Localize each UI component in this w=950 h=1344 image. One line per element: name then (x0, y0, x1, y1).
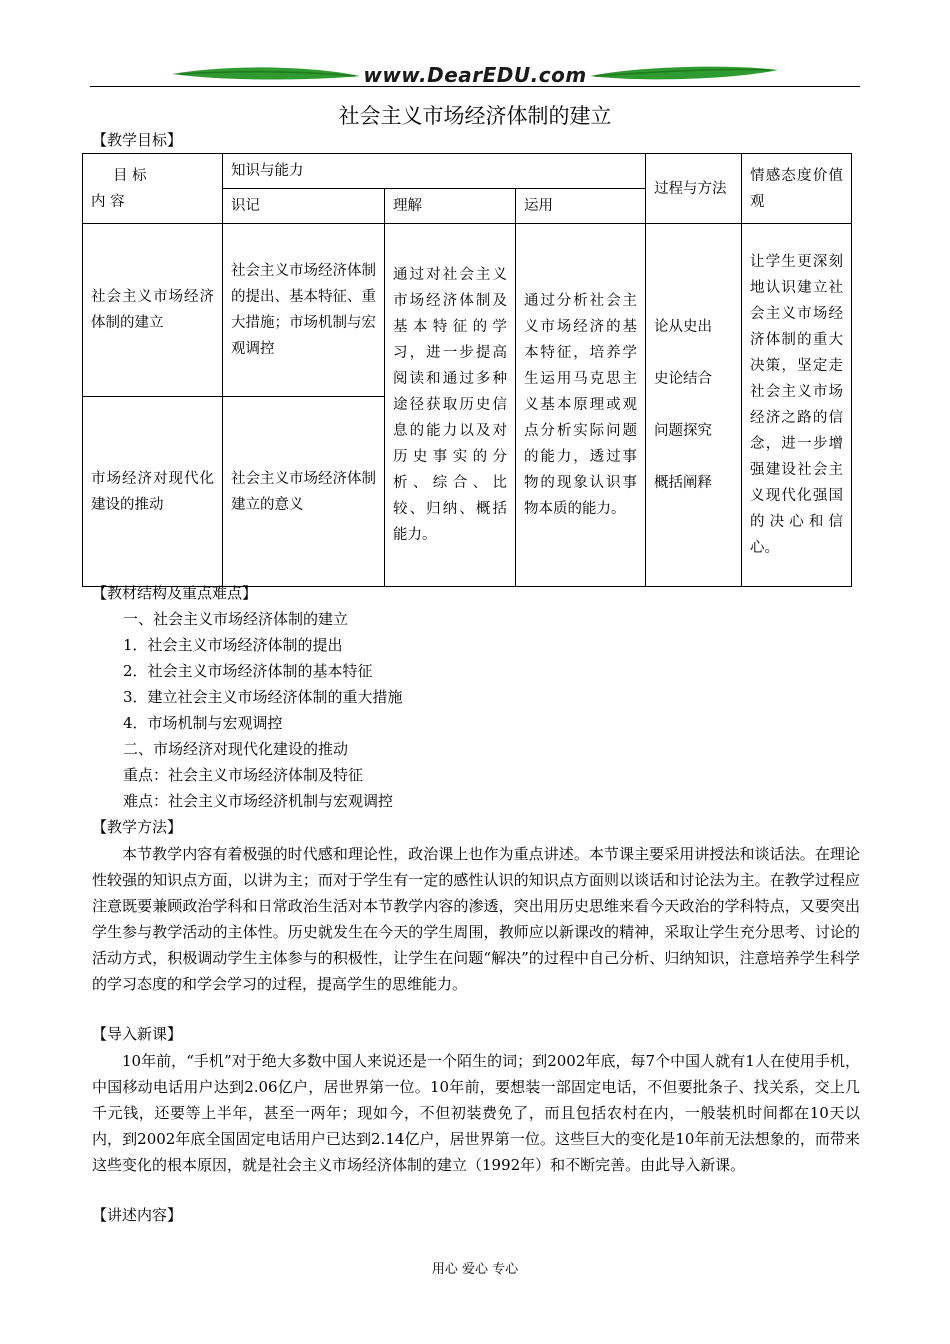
attitude-cell: 让学生更深刻地认识建立社会主义市场经济体制的重大决策，坚定走社会主义市场经济之路的信念，进一步增强建设社会主义现代化强国的决心和信心。 (742, 224, 852, 587)
structure-line: 2．社会主义市场经济体制的基本特征 (123, 662, 373, 680)
page-footer: 用心 爱心 专心 (431, 1262, 519, 1277)
process-item: 概括阐释 (654, 475, 713, 491)
row2-remember: 社会主义市场经济体制建立的意义 (223, 397, 385, 587)
header-attitude: 情感态度价值观 (742, 154, 852, 224)
section-heading-method: 【教学方法】 (92, 818, 183, 836)
site-logo (170, 60, 780, 94)
section-heading-structure: 【教材结构及重点难点】 (92, 584, 258, 602)
section-heading-goals: 【教学目标】 (92, 131, 183, 149)
structure-line: 3．建立社会主义市场经济体制的重大措施 (123, 688, 403, 706)
row1-content: 社会主义市场经济体制的建立 (83, 224, 223, 397)
structure-line: 一、社会主义市场经济体制的建立 (123, 610, 349, 628)
row1-remember: 社会主义市场经济体制的提出、基本特征、重大措施；市场机制与宏观调控 (223, 224, 385, 397)
process-item: 问题探究 (654, 423, 713, 439)
structure-line: 1．社会主义市场经济体制的提出 (123, 636, 343, 654)
header-apply: 运用 (516, 189, 646, 224)
understand-cell: 通过对社会主义市场经济体制及基本特征的学习，进一步提高阅读和通过多种途径获取历史信息的能力以及对历史事实的分析、综合、比较、归纳、概括能力。 (385, 224, 516, 587)
header-knowledge: 知识与能力 (223, 154, 646, 189)
section-heading-lecture: 【讲述内容】 (92, 1206, 183, 1224)
section-heading-intro: 【导入新课】 (92, 1025, 183, 1043)
key-point: 重点：社会主义市场经济体制及特征 (123, 766, 364, 784)
structure-line: 4．市场机制与宏观调控 (123, 714, 283, 732)
header-remember: 识记 (223, 189, 385, 224)
header-process: 过程与方法 (646, 154, 742, 224)
apply-cell: 通过分析社会主义市场经济的基本特征，培养学生运用马克思主义基本原理或观点分析实际问题的能力，透过事物的现象认识事物本质的能力。 (516, 224, 646, 587)
process-item: 史论结合 (654, 371, 713, 387)
row2-content: 市场经济对现代化建设的推动 (83, 397, 223, 587)
logo-text: www.DearEDU.com (363, 63, 587, 87)
goals-table (82, 153, 852, 587)
method-paragraph: 本节教学内容有着极强的时代感和理论性，政治课上也作为重点讲述。本节课主要采用讲授法和谈话法。在理论性较强的知识点方面，以讲为主；而对于学生有一定的感性认识的知识点方面则以谈话和讨论法为主。在教学过程应注意既要兼顾政治学科和日常政治生活对本节教学内容的渗透，突出用历史思维来看今天政治的学科特点，又要突出学生参与教学活动的主体性。历史就发生在今天的学生周围，教师应以新课改的精神，采取让学生充分思考、讨论的活动方式，积极调动学生主体参与的积极性，让学生在问题“解决”的过程中自己分析、归纳知识，注意培养学生科学的学习态度的和学会学习的过程，提高学生的思维能力。 (92, 845, 860, 993)
intro-paragraph: 10年前，“手机”对于绝大多数中国人来说还是一个陌生的词；到2002年底，每7个中国人就有1人在使用手机，中国移动电话用户达到2.06亿户，居世界第一位。10年前，要想装一部固定电话，不但要批条子、找关系，交上几千元钱，还要等上半年，甚至一两年；现如今，不但初装费免了，而且包括农村在内，一般装机时间都在10天以内，到2002年底全国固定电话用户已达到2.14亿户，居世界第一位。这些巨大的变化是10年前无法想象的，而带来这些变化的根本原因，就是社会主义市场经济体制的建立（1992年）和不断完善。由此导入新课。 (92, 1052, 860, 1174)
difficult-point: 难点：社会主义市场经济机制与宏观调控 (123, 792, 394, 810)
page-title: 社会主义市场经济体制的建立 (338, 104, 612, 128)
process-cell (646, 224, 742, 587)
corner-line-1: 目 标 (113, 167, 147, 184)
header-understand: 理解 (385, 189, 516, 224)
header-divider (90, 86, 860, 87)
corner-line-2: 内 容 (91, 193, 125, 210)
process-item: 论从史出 (654, 319, 713, 335)
corner-header (83, 154, 223, 224)
structure-line: 二、市场经济对现代化建设的推动 (123, 740, 349, 758)
